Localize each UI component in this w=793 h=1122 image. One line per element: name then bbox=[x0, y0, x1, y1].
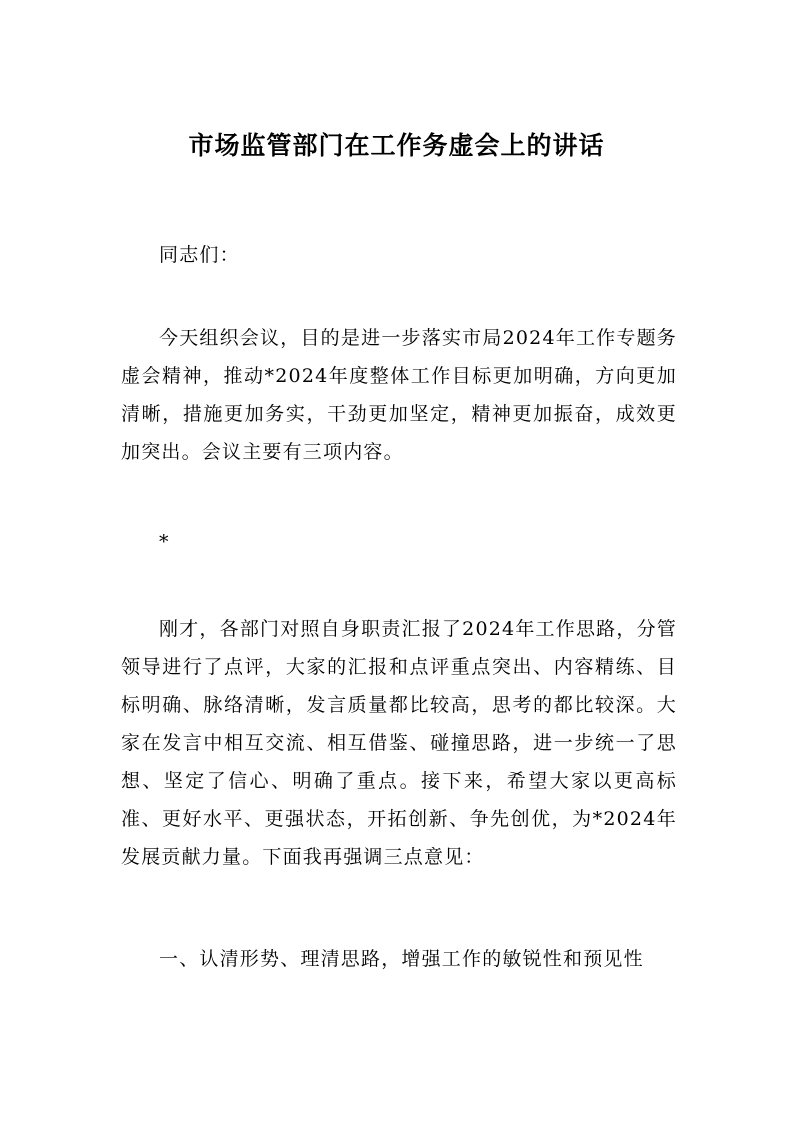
document-title: 市场监管部门在工作务虚会上的讲话 bbox=[188, 131, 605, 160]
section-heading-1: 一、认清形势、理清思路，增强工作的敏锐性和预见性 bbox=[159, 948, 644, 970]
paragraph-summary: 刚才，各部门对照自身职责汇报了2024年工作思路，分管领导进行了点评，大家的汇报和点评重点突出、内容精练、目标明确、脉络清晰，发言质量都比较高，思考的都比较深。大家在发言中相互交流、相互借鉴、碰撞思路，进一步统一了思想、坚定了信心、明确了重点。接下来，希望大家以更高标准、更好水平、更强状态，开拓创新、争先创优，为*2024年发展贡献力量。下面我再强调三点意见： bbox=[121, 618, 677, 868]
paragraph-intro: 今天组织会议，目的是进一步落实市局2024年工作专题务虚会精神，推动*2024年度整体工作目标更加明确，方向更加清晰，措施更加务实，干劲更加坚定，精神更加振奋，成效更加突出。会议主要有三项内容。 bbox=[121, 327, 677, 463]
star-marker: * bbox=[159, 531, 170, 553]
greeting: 同志们： bbox=[159, 244, 240, 266]
